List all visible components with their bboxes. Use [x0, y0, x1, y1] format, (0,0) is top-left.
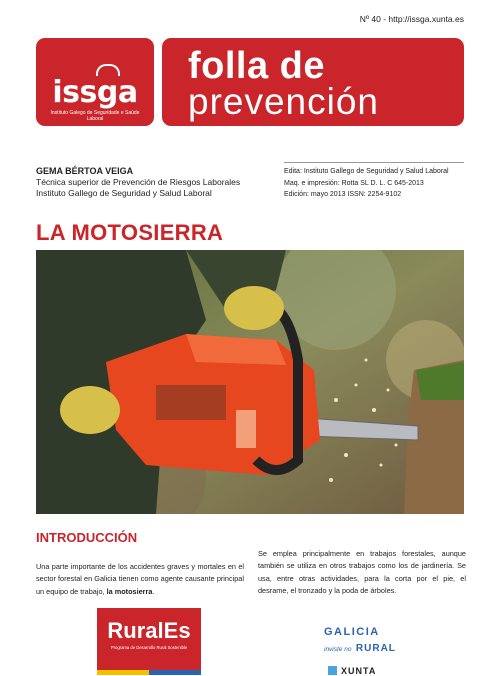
edition-print: Maq. e impresión: Rotta SL D. L. C 645-2013	[284, 179, 424, 187]
rurales-stripe	[97, 670, 201, 675]
author-block	[36, 166, 266, 199]
issue-url[interactable]: http://issga.xunta.es	[388, 14, 464, 24]
edition-block	[284, 166, 474, 201]
xunta-word: XUNTA	[341, 666, 377, 676]
galicia-rural: RURAL	[355, 643, 396, 654]
intro-left-text: Una parte importante de los accidentes graves y mortales en el sector forestal en Galicia tienen como agente causante principal un equipo de trabajo,	[36, 562, 244, 596]
main-title: LA MOTOSIERRA	[36, 220, 224, 245]
rurales-logo	[97, 608, 201, 675]
galicia-word: GALICIA	[324, 626, 380, 638]
logo-subtitle: Instituto Galego de Seguridade e Saúde Laboral	[50, 110, 140, 122]
intro-left-end: .	[152, 586, 155, 596]
intro-left-column	[36, 561, 244, 598]
intro-right-column: Se emplea principalmente en trabajos forestales, aunque también se utiliza en otros trabajos como los de jardinería. Se usa, entre otras actividades, para la corta por el pie, el desrame, el tronzado y la poda de árboles.	[258, 549, 466, 595]
galicia-rural-logo	[324, 626, 396, 656]
intro-left-bold: la motosierra	[106, 586, 153, 596]
author-org: Instituto Gallego de Seguridad y Salud Laboral	[36, 188, 212, 198]
chainsaw-illustration	[36, 250, 464, 514]
title-line-2: prevención	[188, 81, 380, 122]
intro-heading: INTRODUCCIÓN	[36, 530, 138, 545]
rurales-word: RuralEs	[107, 618, 191, 643]
publication-title	[162, 38, 464, 126]
author-role: Técnica superior de Prevención de Riesgos Laborales	[36, 177, 241, 187]
issue-line: Nº 40 - http://issga.xunta.es	[359, 14, 464, 24]
xunta-flag-icon	[328, 666, 337, 675]
issue-number: Nº 40	[359, 14, 381, 24]
logo-word: issga	[52, 75, 138, 110]
issga-logo	[36, 38, 154, 126]
rurales-subtitle: Programa de Desarrollo Rural Sostenible	[110, 645, 188, 650]
edition-date-issn: Edición: mayo 2013 ISSN: 2254-9102	[284, 191, 402, 198]
author-name: GEMA BÉRTOA VEIGA	[36, 166, 134, 176]
edition-publisher: Edita: Instituto Gallego de Seguridad y Salud Laboral	[284, 168, 449, 175]
divider	[284, 162, 464, 163]
galicia-sub: inviste no	[324, 646, 352, 653]
title-line-1: folla de	[188, 45, 326, 87]
chainsaw-photo	[36, 250, 464, 514]
